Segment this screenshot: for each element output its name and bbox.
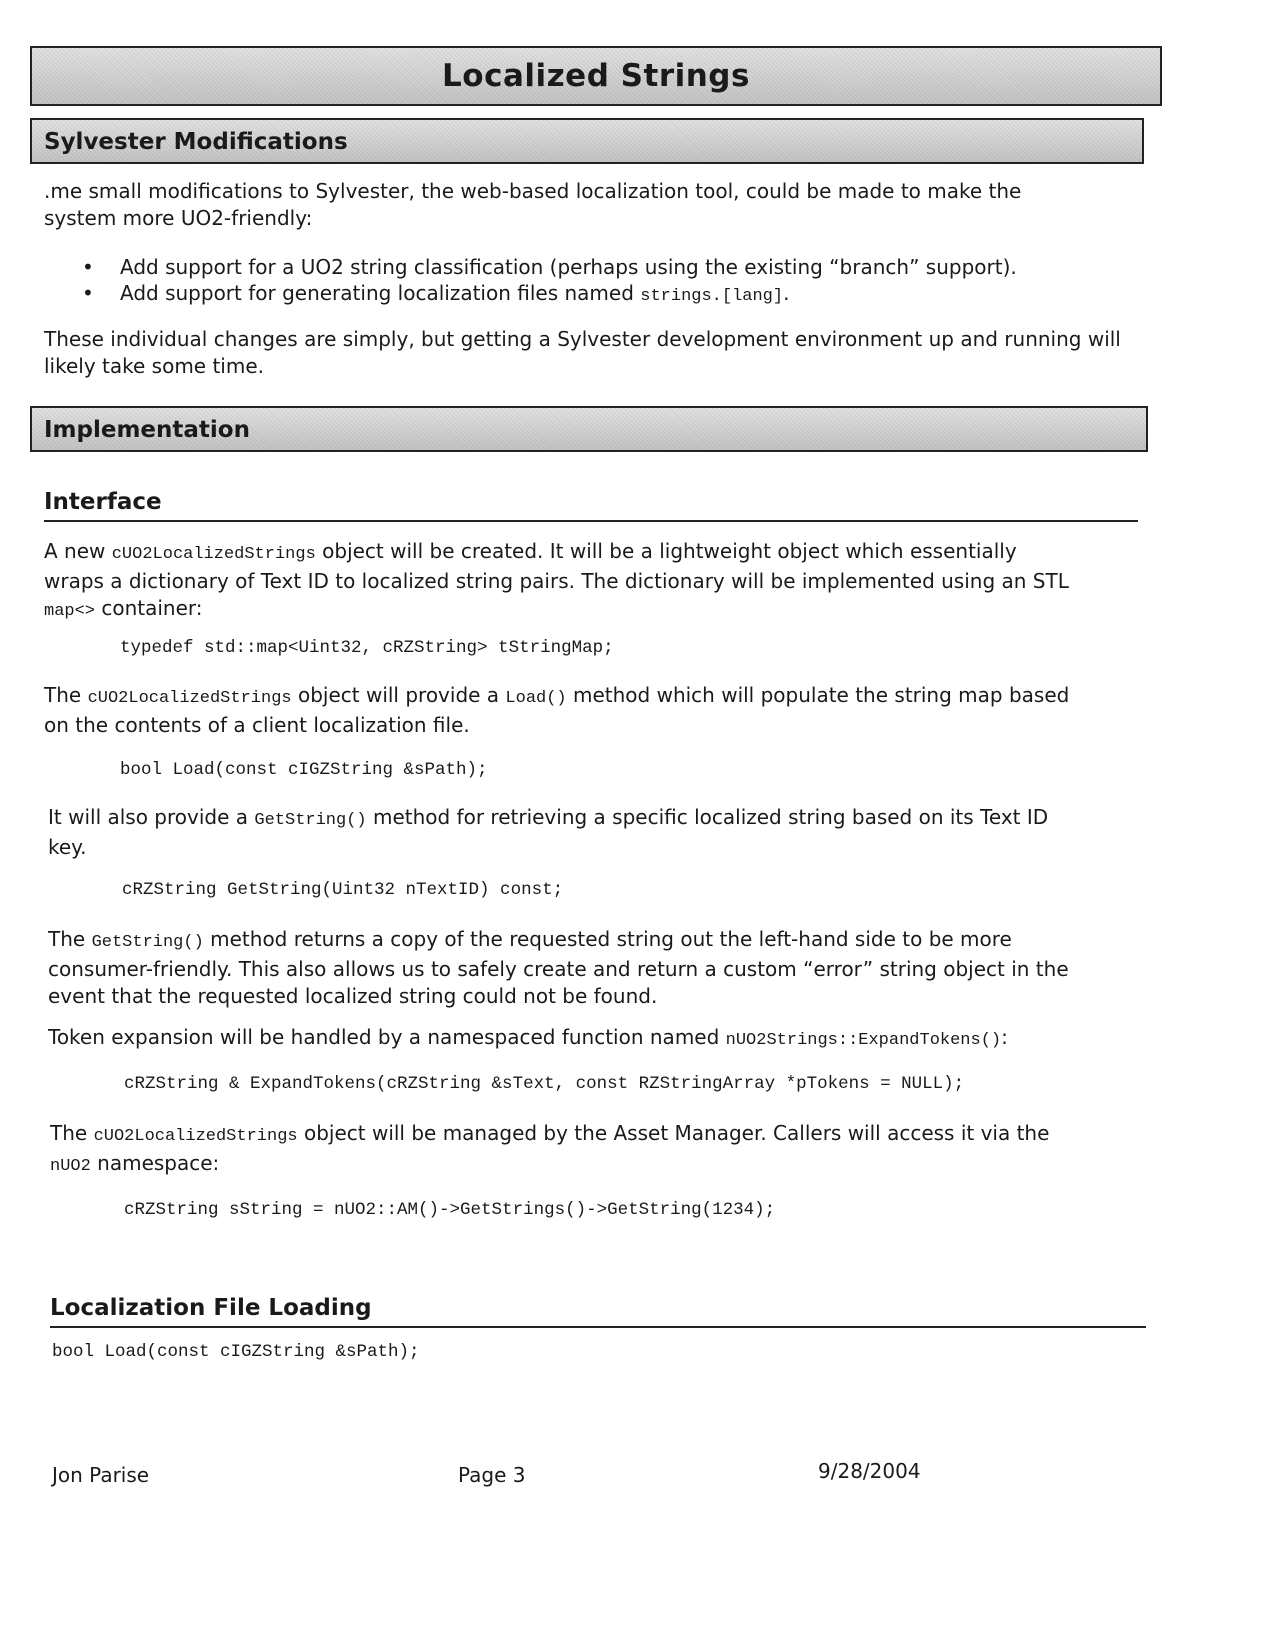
interface-paragraph-2: The cUO2LocalizedStrings object will provide a Load() method which will populate the string map based on the contents of a client localization file. bbox=[44, 683, 1070, 737]
interface-paragraph-6: The cUO2LocalizedStrings object will be managed by the Asset Manager. Callers will access it via the nUO2 namespace: bbox=[50, 1121, 1050, 1176]
code-getstring: cRZString GetString(Uint32 nTextID) const; bbox=[122, 880, 564, 900]
page-title: Localized Strings bbox=[442, 58, 750, 94]
section-banner-implementation bbox=[30, 406, 1148, 452]
subheading-localization-file-loading: Localization File Loading bbox=[50, 1292, 1146, 1328]
section-banner-sylvester bbox=[30, 118, 1144, 164]
interface-paragraph-1: A new cUO2LocalizedStrings object will be created. It will be a lightweight object which essentially wraps a dictionary of Text ID to localized string pairs. The dictionary will be implemented using an STL map<> container: bbox=[44, 539, 1069, 621]
interface-paragraph-4: The GetString() method returns a copy of the requested string out the left-hand side to be more consumer-friendly. This also allows us to safely create and return a custom “error” string object in the event that the requested localized string could not be found. bbox=[48, 927, 1069, 1008]
bullet-dot-icon: • bbox=[82, 281, 94, 305]
bullet-item: • Add support for a UO2 string classification (perhaps using the existing “branch” support). bbox=[82, 255, 1017, 279]
footer-page-number: Page 3 bbox=[458, 1463, 526, 1487]
footer-author: Jon Parise bbox=[52, 1463, 150, 1487]
code-loading-load: bool Load(const cIGZString &sPath); bbox=[52, 1342, 420, 1362]
section-heading-implementation: Implementation bbox=[44, 417, 250, 443]
footer-date: 9/28/2004 bbox=[818, 1459, 921, 1483]
section-heading-sylvester: Sylvester Modifications bbox=[44, 129, 348, 155]
bullet-item: • Add support for generating localization files named strings.[lang]. bbox=[82, 281, 790, 306]
code-load: bool Load(const cIGZString &sPath); bbox=[120, 760, 488, 780]
code-sstring: cRZString sString = nUO2::AM()->GetStrings()->GetString(1234); bbox=[124, 1200, 776, 1220]
code-expandtokens: cRZString & ExpandTokens(cRZString &sText, const RZStringArray *pTokens = NULL); bbox=[124, 1074, 965, 1094]
interface-paragraph-3: It will also provide a GetString() method for retrieving a specific localized string based on its Text ID key. bbox=[48, 805, 1049, 859]
sylvester-intro: .me small modifications to Sylvester, the web-based localization tool, could be made to make the system more UO2-friendly: bbox=[44, 179, 1022, 230]
title-banner bbox=[30, 46, 1162, 106]
subheading-interface: Interface bbox=[44, 486, 1138, 522]
sylvester-closing: These individual changes are simply, but getting a Sylvester development environment up and running will likely take some time. bbox=[44, 327, 1121, 378]
interface-paragraph-5: Token expansion will be handled by a namespaced function named nUO2Strings::ExpandTokens(): bbox=[48, 1025, 1008, 1050]
code-typedef: typedef std::map<Uint32, cRZString> tStringMap; bbox=[120, 638, 614, 658]
bullet-dot-icon: • bbox=[82, 255, 94, 279]
